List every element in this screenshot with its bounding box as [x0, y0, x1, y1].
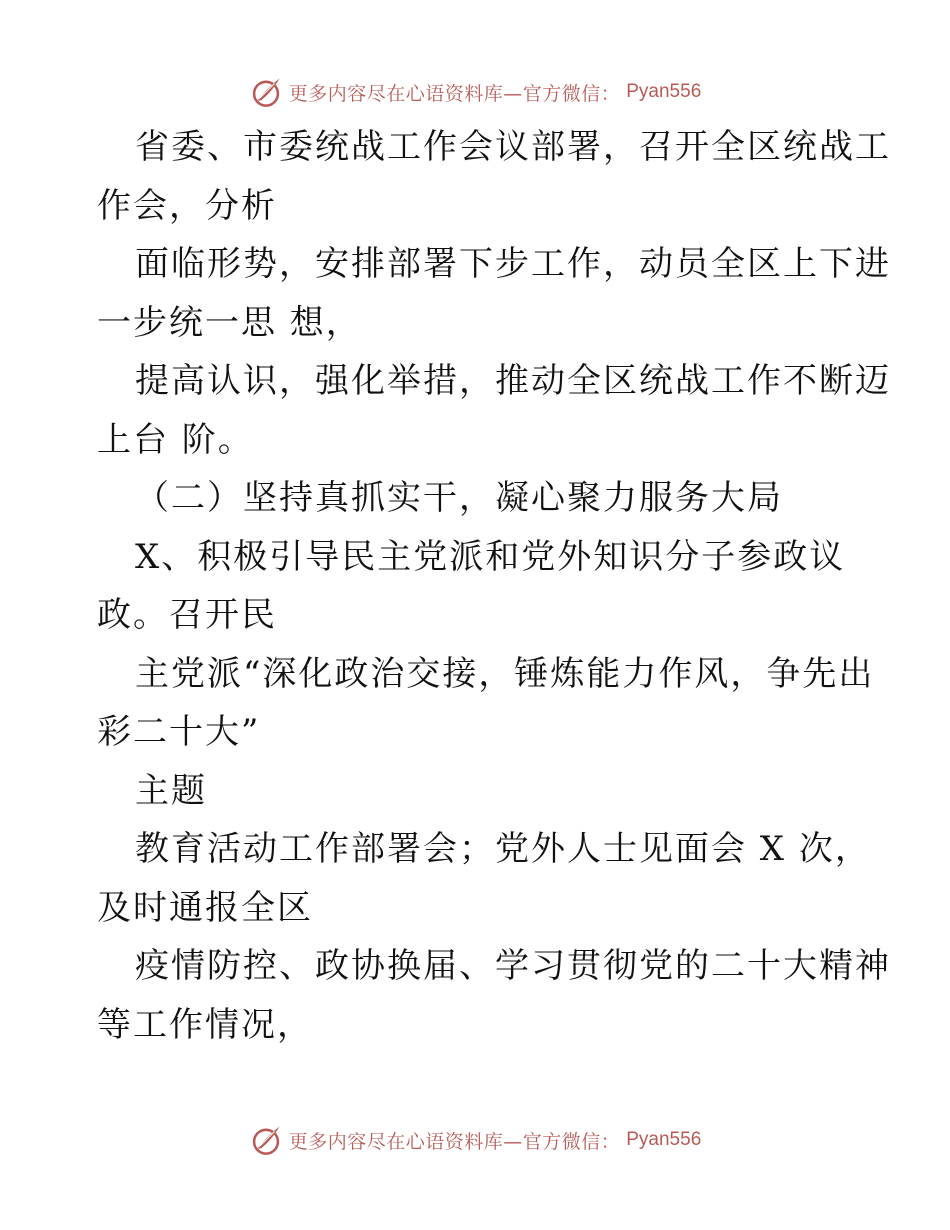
text-line-12: 主题	[135, 770, 207, 811]
text-line-11: 彩二十大”	[97, 712, 261, 752]
text-line-1: 省委、市委统战工作会议部署，召开全区统战工	[135, 127, 891, 167]
feather-pen-logo-icon	[249, 1123, 283, 1157]
header-watermark	[0, 72, 950, 112]
text-line-3: 面临形势，安排部署下步工作，动员全区上下进	[135, 244, 891, 284]
watermark-text: 更多内容尽在心语资料库—官方微信：	[288, 1130, 621, 1153]
text-line-16: 等工作情况，	[97, 1004, 313, 1045]
text-line-13: 教育活动工作部署会；党外人士见面会 X 次，	[135, 829, 871, 869]
text-line-9: 政。召开民	[97, 595, 277, 635]
text-line-2: 作会，分析	[97, 185, 277, 226]
watermark-text: 更多内容尽在心语资料库—官方微信：	[288, 82, 621, 105]
text-line-14: 及时通报全区	[97, 887, 313, 928]
document-body	[97, 118, 891, 1054]
watermark-wechat-id: Pyan556	[626, 81, 702, 102]
text-line-6: 上台 阶。	[97, 419, 254, 460]
watermark-wechat-id: Pyan556	[626, 1129, 702, 1150]
text-line-15: 疫情防控、政协换届、学习贯彻党的二十大精神	[135, 946, 891, 986]
text-line-10: 主党派“深化政治交接，锤炼能力作风，争先出	[135, 653, 875, 694]
text-line-8: X、积极引导民主党派和党外知识分子参政议	[135, 536, 846, 577]
text-line-5: 提高认识，强化举措，推动全区统战工作不断迈	[135, 361, 891, 401]
footer-watermark	[0, 1120, 950, 1160]
feather-pen-logo-icon	[249, 75, 283, 109]
section-heading-2: （二）坚持真抓实干，凝心聚力服务大局	[135, 478, 783, 518]
text-line-4: 一步统一思 想，	[97, 302, 362, 343]
